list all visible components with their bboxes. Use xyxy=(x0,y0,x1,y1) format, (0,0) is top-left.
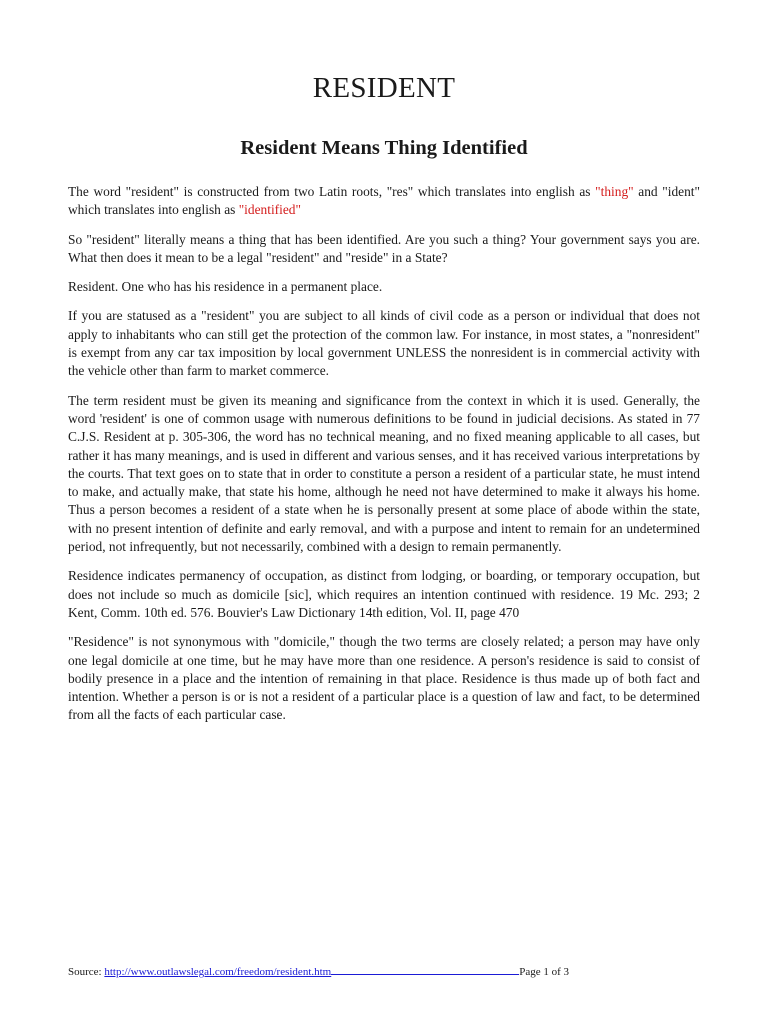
page-footer xyxy=(68,963,700,979)
document-title: RESIDENT xyxy=(312,72,456,104)
paragraph-etymology-text-c: and "ident" which translates into english as xyxy=(68,184,700,218)
highlight-thing: "thing" xyxy=(595,184,634,199)
paragraph-cjs: The term resident must be given its meaning and significance from the context in which it is used. Generally, the word 'resident' is one of common usage with numerous definitions to be found in judicial decisions. As stated in 77 C.J.S. Resident at p. 305-306, the word has no technical meaning, and no fixed meaning applicable to all cases, but rather it has many meanings, and is used in different and various senses, and it has received various interpretations by the courts. That text goes on to state that in order to constitute a person a resident of a particular state, he must intend to make, and actually make, that state his home, although he need not have determined to make it always his home. Thus a person becomes a resident of a state when he is personally present at some place of abode within the state, with no present intention of definite and early removal, and with a purpose and intent to remain for an undetermined period, not infrequently, but not necessarily, combined with a design to remain permanently. xyxy=(68,392,700,555)
paragraph-domicile: "Residence" is not synonymous with "domicile," though the two terms are closely related; a person may have only one legal domicile at one time, but he may have more than one residence. A person's residence is said to consist of bodily presence in a place and the intention of remaining in that place. Residence is thus made up of both fact and intention. Whether a person is or is not a resident of a particular place is a question of law and fact, to be determined from all the facts of each particular case. xyxy=(68,634,700,723)
paragraph-bouvier: Residence indicates permanency of occupation, as distinct from lodging, or boarding, or temporary occupation, but does not include so much as domicile [sic], which requires an intention continued with residence. 19 Mc. 293; 2 Kent, Comm. 10th ed. 576. Bouvier's Law Dictionary 14th edition, Vol. II, page 470 xyxy=(68,568,700,620)
paragraph-status: If you are statused as a "resident" you are subject to all kinds of civil code as a person or individual that does not apply to inhabitants who can still get the protection of the common law. For instance, in most states, a "nonresident" is exempt from any car tax imposition by local government UNLESS the nonresident is in commercial activity with the vehicle other than farm to market commerce. xyxy=(68,308,700,379)
paragraph-meaning: So "resident" literally means a thing that has been identified. Are you such a thing? Your government says you are. What then does it mean to be a legal "resident" and "reside" in a State? xyxy=(68,231,700,265)
footer-underline xyxy=(331,963,519,975)
paragraph-etymology xyxy=(68,183,700,220)
source-label: Source: xyxy=(68,966,105,978)
highlight-identified: "identified" xyxy=(238,202,301,218)
page-number: Page 1 of 3 xyxy=(519,966,570,978)
document-body xyxy=(68,183,700,736)
document-subtitle: Resident Means Thing Identified xyxy=(240,137,528,159)
source-link[interactable]: http://www.outlawslegal.com/freedom/resident.htm xyxy=(104,966,332,978)
paragraph-etymology-text-a: The word "resident" is constructed from two Latin roots, "res" which translates into english as xyxy=(68,184,596,199)
paragraph-definition: Resident. One who has his residence in a permanent place. xyxy=(68,279,383,295)
